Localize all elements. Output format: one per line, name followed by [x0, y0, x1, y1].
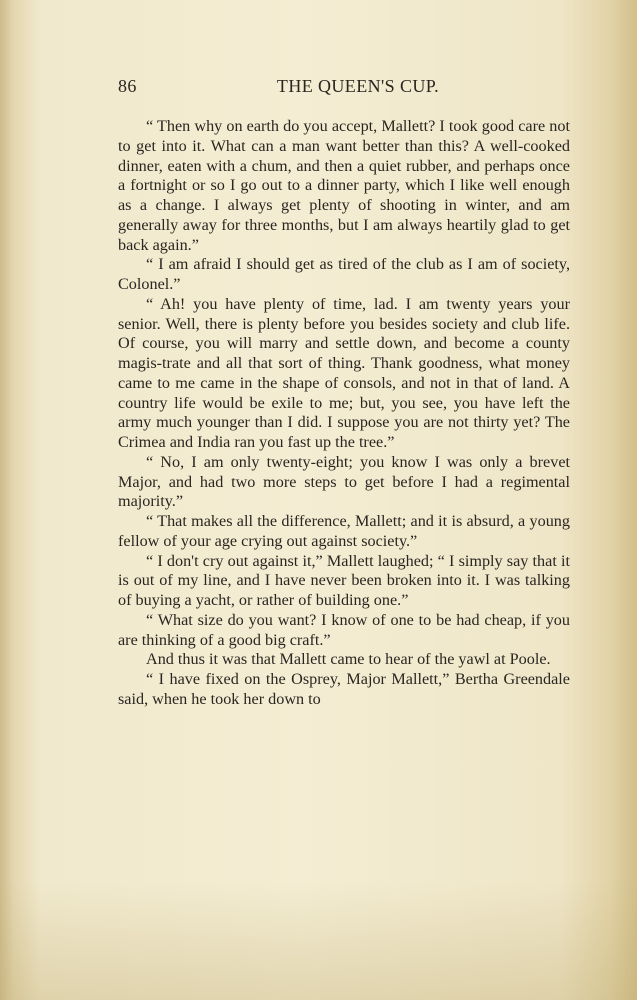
paragraph: And thus it was that Mallett came to hear of the yawl at Poole. — [146, 650, 551, 669]
paragraph: “ Then why on earth do you accept, Mallett? I took good care not to get into it. What can a man want better than this? A well-cooked dinner, eaten with a chum, and then a quiet rubber, and perhaps once a fortnight or so I go out to a dinner party, which I like well enough as a change. I always get plenty of shooting in winter, and am generally away for three months, but I am always heartily glad to get back again.” — [118, 117, 570, 254]
page-header — [118, 76, 570, 100]
paragraph: “ What size do you want? I know of one to be had cheap, if you are thinking of a good big craft.” — [118, 610, 570, 649]
paragraph: “ That makes all the difference, Mallett; and it is absurd, a young fellow of your age crying out against society.” — [118, 512, 570, 550]
paragraph: “ Ah! you have plenty of time, lad. I am twenty years your senior. Well, there is plenty before you besides society and club life. Of course, you will marry and settle down, and become a county magis-trate and all that sort of thing. Thank goodness, what money came to me came in the shape of consols, and not in that of land. A country life would be exile to me; but, you see, you have left the army much younger than I did. I suppose you are not thirty yet? The Crimea and India ran you fast up the tree.” — [118, 294, 570, 451]
body-text — [118, 117, 570, 710]
running-title: THE QUEEN'S CUP. — [276, 76, 440, 96]
page-number: 86 — [118, 76, 137, 96]
paragraph: “ I have fixed on the Osprey, Major Mallett,” Bertha Greendale said, when he took her down to — [118, 670, 570, 708]
paragraph: “ I am afraid I should get as tired of the club as I am of society, Colonel.” — [118, 255, 570, 293]
paragraph: “ No, I am only twenty-eight; you know I was only a brevet Major, and had two more steps to get before I had a regimental majority.” — [118, 452, 570, 511]
paragraph: “ I don't cry out against it,” Mallett laughed; “ I simply say that it is out of my line, and I have never been broken into it. I was talking of buying a yacht, or rather of building one.” — [118, 551, 570, 609]
